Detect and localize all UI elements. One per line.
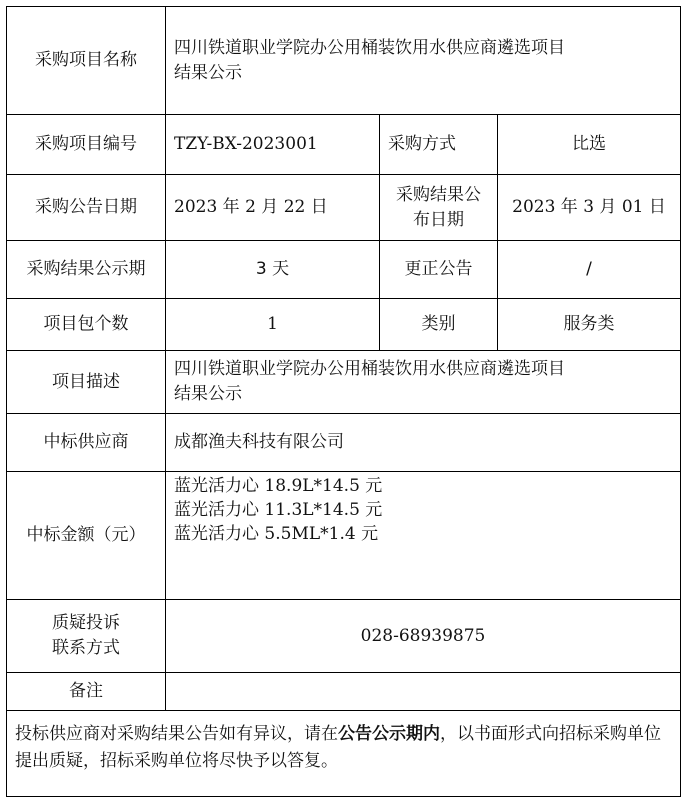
row-dates xyxy=(7,175,681,241)
procurement-method-value: 比选 xyxy=(498,115,681,175)
footer-text-after: ，以书面形式向招标采购单位提出质疑，招标采购单位将尽快予以答复。 xyxy=(15,724,661,771)
remarks-label: 备注 xyxy=(7,673,166,711)
description-line-2: 结果公示 xyxy=(174,384,242,404)
procurement-method-label: 采购方式 xyxy=(380,115,498,175)
row-footer-notice xyxy=(7,711,681,797)
result-date-label xyxy=(380,175,498,241)
remarks-value xyxy=(166,673,681,711)
project-name-line-2: 结果公示 xyxy=(174,62,242,83)
row-remarks xyxy=(7,673,681,711)
project-name-line-1: 四川铁道职业学院办公用桶装饮用水供应商遴选项目 xyxy=(174,37,565,58)
project-name-label: 采购项目名称 xyxy=(7,7,166,115)
publicity-period-label: 采购结果公示期 xyxy=(7,241,166,299)
package-count-value: 1 xyxy=(166,299,380,351)
announcement-date-value: 2023 年 2 月 22 日 xyxy=(166,175,380,241)
amount-label: 中标金额（元） xyxy=(7,472,166,600)
row-project-number xyxy=(7,115,681,175)
project-number-value: TZY-BX-2023001 xyxy=(166,115,380,175)
footer-notice xyxy=(7,711,681,797)
project-name-value xyxy=(166,7,681,115)
amount-item: 蓝光活力心 11.3L*14.5 元 xyxy=(174,500,383,520)
row-project-name xyxy=(7,7,681,115)
row-amount xyxy=(7,472,681,600)
project-number-label: 采购项目编号 xyxy=(7,115,166,175)
amount-item: 蓝光活力心 5.5ML*1.4 元 xyxy=(174,524,379,544)
description-label: 项目描述 xyxy=(7,351,166,414)
complaint-contact-value: 028-68939875 xyxy=(166,600,681,673)
amount-value xyxy=(166,472,681,600)
result-date-label-line-1: 采购结果公 xyxy=(396,184,481,205)
announcement-date-label: 采购公告日期 xyxy=(7,175,166,241)
description-line-1: 四川铁道职业学院办公用桶装饮用水供应商遴选项目 xyxy=(174,359,565,379)
result-date-label-line-2: 布日期 xyxy=(413,209,464,230)
row-publicity xyxy=(7,241,681,299)
complaint-contact-label-line-1: 质疑投诉 xyxy=(52,613,120,633)
category-label: 类别 xyxy=(380,299,498,351)
complaint-contact-label xyxy=(7,600,166,673)
result-date-value: 2023 年 3 月 01 日 xyxy=(498,175,681,241)
footer-text-before: 投标供应商对采购结果公告如有异议，请在 xyxy=(15,724,338,744)
row-packages xyxy=(7,299,681,351)
amount-item: 蓝光活力心 18.9L*14.5 元 xyxy=(174,476,383,496)
supplier-value: 成都渔夫科技有限公司 xyxy=(166,414,681,472)
complaint-contact-label-line-2: 联系方式 xyxy=(52,638,120,658)
supplier-label: 中标供应商 xyxy=(7,414,166,472)
procurement-result-table xyxy=(6,6,681,797)
category-value: 服务类 xyxy=(498,299,681,351)
publicity-period-value: 3 天 xyxy=(166,241,380,299)
row-supplier xyxy=(7,414,681,472)
row-description xyxy=(7,351,681,414)
description-value xyxy=(166,351,681,414)
footer-text-bold: 公告公示期内 xyxy=(338,724,440,744)
correction-notice-label: 更正公告 xyxy=(380,241,498,299)
package-count-label: 项目包个数 xyxy=(7,299,166,351)
correction-notice-value: / xyxy=(498,241,681,299)
row-contact xyxy=(7,600,681,673)
